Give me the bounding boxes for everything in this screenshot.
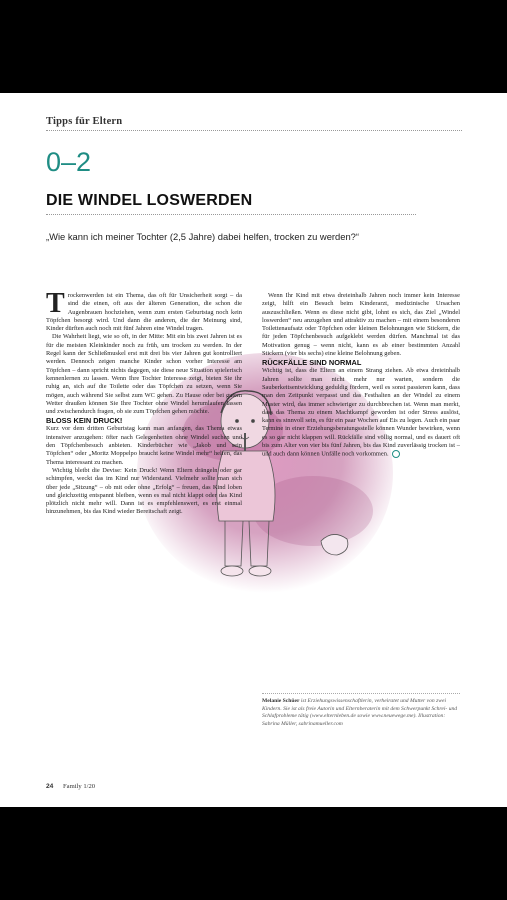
age-range-title: 0–2 bbox=[46, 147, 92, 177]
section-divider bbox=[46, 130, 462, 131]
issue-label: Family 1/20 bbox=[63, 783, 96, 790]
article-column-left bbox=[46, 288, 242, 517]
paragraph: rockenwerden ist ein Thema, das oft für Unsicherheit sorgt – da sind die einen, oft aus der älteren Generation, die schon die Augenbrauen hochziehen, wenn zum ersten Geburtstag noch kein Töpfchen besorgt wird. Und dann die anderen, die der Meinung sind, Kinder dürften auch noch mit fünf Jahren eine Windel tragen. bbox=[46, 292, 242, 333]
article-intro-question: „Wie kann ich meiner Tochter (2,5 Jahre) dabei helfen, trocken zu werden?“ bbox=[46, 231, 360, 242]
article-column-right bbox=[262, 292, 460, 459]
paragraph: Wichtig bleibt die Devise: Kein Druck! Wenn Eltern drängeln oder gar schimpfen, weckt das im Kind nur Widerstand. Vielmehr sollte man sich über jede „Sitzung“ – ob mit oder ohne „Erfolg“ – freuen, das Kind loben und gleichzeitig entspannt bleiben, wenn es mal nicht klappt oder das Kind plötzlich nicht mehr will. Dann ist es empfehlenswert, es erst einmal hinzunehmen, bis das Kind wieder Bereitschaft zeigt. bbox=[46, 466, 242, 516]
author-name: Melanie Schüer bbox=[262, 698, 300, 704]
paragraph: Die Wahrheit liegt, wie so oft, in der Mitte: Mit ein bis zwei Jahren ist es für die meisten Kleinkinder noch zu früh, um trocken zu werden. In der Regel kann der Schließmuskel erst mit drei bis vier Jahren gut kontrolliert werden. Dennoch zeigen manche Kinder schon vorher Interesse am Töpfchen – dann spricht nichts dagegen, sie diese neue Situation spielerisch kennenlernen zu lassen. Wenn Ihre Tochter Interesse zeigt, bieten Sie ihr ruhig an, sich auf die Toilette oder das Töpfchen zu setzen, wenn Sie mögen, auch während Sie selbst zum WC gehen. Zu Hause oder bei gutem Wetter draußen können Sie Ihre Tochter ohne Windel herumlaufen lassen und zwischendurch fragen, ob sie zum Töpfchen gehen möchte. bbox=[46, 333, 242, 416]
subheading: BLOSS KEIN DRUCK! bbox=[46, 416, 123, 426]
end-mark-icon bbox=[392, 450, 400, 458]
subheading: RÜCKFÄLLE SIND NORMAL bbox=[262, 358, 362, 368]
section-tag: Tipps für Eltern bbox=[46, 116, 123, 127]
headline-divider bbox=[46, 214, 416, 215]
article-headline: DIE WINDEL LOSWERDEN bbox=[46, 192, 253, 209]
magazine-page bbox=[0, 93, 507, 807]
page-number: 24 bbox=[46, 783, 54, 790]
paragraph: Wichtig ist, dass die Eltern an einem Strang ziehen. Ab etwa dreieinhalb Jahren sollte man nicht mehr nur warten, sondern die Sauberkeitsentwicklung geduldig fördern, weil es sonst passieren kann, dass man den Zeitpunkt verpasst und das Festhalten an der Windel zu einem Muster wird, das immer schwieriger zu durchbrechen ist. Wenn man merkt, dass das Thema zu einem Machtkampf geworden ist oder Stress auslöst, kann es sinnvoll sein, es für ein paar Wochen auf Eis zu legen. Auch ein paar Termine in einer Erziehungsberatungsstelle können Wunder bewirken, wenn es so gar nicht klappen will. Rückfälle sind völlig normal, und es dauert oft bis zum Alter von vier bis fünf Jahren, bis das Kind zuverlässig trocken ist – und auch dann können Unfälle noch vorkommen. bbox=[262, 367, 460, 458]
paragraph: Kurz vor dem dritten Geburtstag kann man anfangen, das Thema etwas intensiver anzugehen: öfter nach Gelegenheiten ohne Windel suchen und den Töpfchenbesuch anbieten. Kinderbücher wie „Jakob und sein Töpfchen“ oder „Moritz Moppelpo braucht keine Windel mehr“ helfen, das Thema interessant zu machen. bbox=[46, 425, 242, 466]
author-byline bbox=[262, 693, 460, 728]
author-bio: ist Erziehungswissenschaftlerin, verheiratet und Mutter von zwei Kindern. Sie ist als freie Autorin und Elternberaterin mit dem Schwerpunkt Schrei- und Schlafprobleme tätig (www.elternleben.de sowie www.neuewege.me). Illustration: Sabrina Müller, sabrinamueller.com bbox=[262, 698, 458, 727]
paragraph: Wenn Ihr Kind mit etwa dreieinhalb Jahren noch immer kein Interesse zeigt, hilft ein Besuch beim Kinderarzt, medizinische Ursachen auszuschließen. Wenn es diese nicht gibt, lohnt es sich, das Ziel „Windel loswerden“ neu anzugehen und attraktiv zu machen – mit einem besonderen Toilettenaufsatz oder Töpfchen oder kleinen Belohnungen wie Stickern, die für jeden Töpfchenbesuch aufgeklebt werden dürfen. Manchmal ist das Motivation genug – wenn nicht, kann es ab einer bestimmten Anzahl Stickern (vier bis sechs) eine kleine Belohnung geben. bbox=[262, 292, 460, 358]
page-footer bbox=[46, 783, 95, 790]
dropcap: T bbox=[46, 288, 65, 319]
